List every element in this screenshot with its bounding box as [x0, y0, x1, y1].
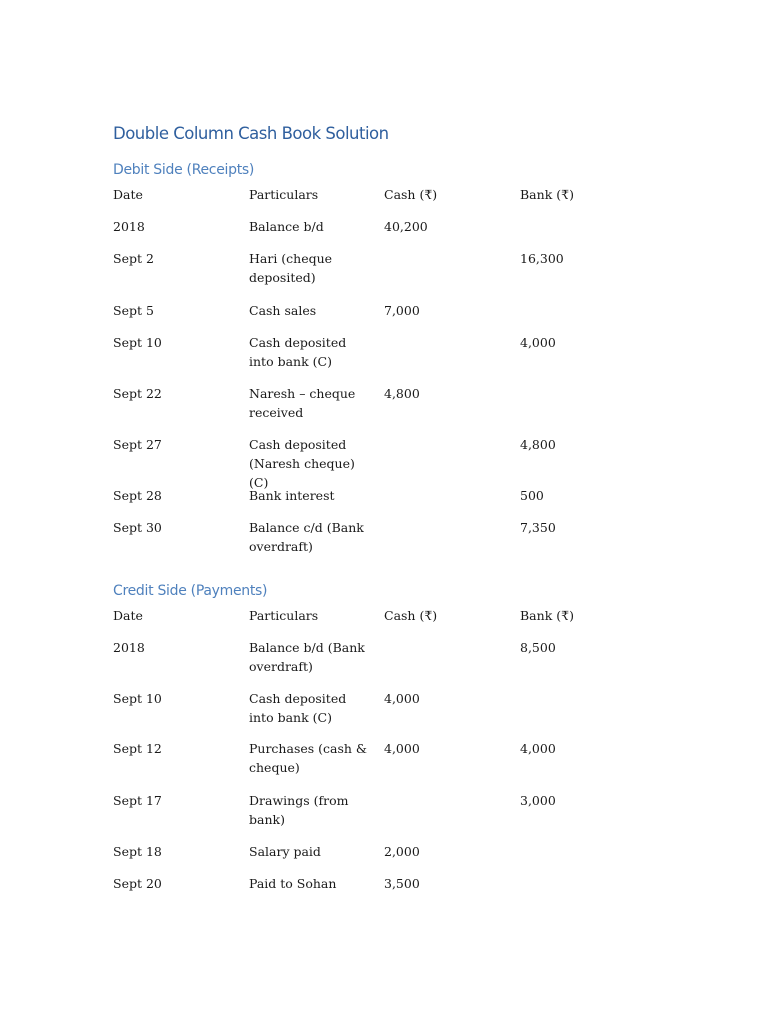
- date-cell: Sept 10: [113, 335, 162, 350]
- date-cell: Sept 5: [113, 303, 154, 318]
- particulars-cell: Cash sales: [249, 303, 317, 318]
- particulars-cell: Paid to Sohan: [249, 876, 337, 891]
- column-header-cash: Cash (₹): [384, 187, 438, 202]
- bank-cell: 16,300: [520, 251, 564, 266]
- column-header-particulars: Particulars: [249, 187, 319, 202]
- column-header-cash: Cash (₹): [384, 608, 438, 623]
- cash-cell: 7,000: [384, 303, 420, 318]
- particulars-cell: Cash deposited (Naresh cheque) (C): [249, 437, 355, 490]
- date-cell: Sept 28: [113, 488, 162, 503]
- particulars-cell: Balance c/d (Bank overdraft): [249, 520, 364, 554]
- debit-section-heading: Debit Side (Receipts): [113, 162, 255, 178]
- bank-cell: 4,000: [520, 335, 556, 350]
- cash-cell: 3,500: [384, 876, 420, 891]
- particulars-cell: Cash deposited into bank (C): [249, 691, 347, 725]
- column-header-particulars: Particulars: [249, 608, 319, 623]
- particulars-cell: Balance b/d (Bank overdraft): [249, 640, 365, 674]
- bank-cell: 4,800: [520, 437, 556, 452]
- date-cell: 2018: [113, 219, 145, 234]
- cash-cell: 2,000: [384, 844, 420, 859]
- cash-cell: 4,000: [384, 691, 420, 706]
- date-cell: Sept 30: [113, 520, 162, 535]
- credit-section-heading: Credit Side (Payments): [113, 583, 268, 599]
- particulars-cell: Balance b/d: [249, 219, 324, 234]
- bank-cell: 500: [520, 488, 544, 503]
- date-cell: Sept 10: [113, 691, 162, 706]
- date-cell: Sept 22: [113, 386, 162, 401]
- date-cell: Sept 20: [113, 876, 162, 891]
- date-cell: Sept 2: [113, 251, 154, 266]
- particulars-cell: Bank interest: [249, 488, 335, 503]
- column-header-bank: Bank (₹): [520, 608, 574, 623]
- particulars-cell: Cash deposited into bank (C): [249, 335, 347, 369]
- date-cell: Sept 12: [113, 741, 162, 756]
- column-header-date: Date: [113, 187, 143, 202]
- bank-cell: 8,500: [520, 640, 556, 655]
- date-cell: Sept 17: [113, 793, 162, 808]
- bank-cell: 3,000: [520, 793, 556, 808]
- particulars-cell: Drawings (from bank): [249, 793, 349, 827]
- cash-cell: 4,800: [384, 386, 420, 401]
- cash-cell: 40,200: [384, 219, 428, 234]
- bank-cell: 7,350: [520, 520, 556, 535]
- particulars-cell: Naresh – cheque received: [249, 386, 356, 420]
- column-header-date: Date: [113, 608, 143, 623]
- page-title: Double Column Cash Book Solution: [113, 124, 389, 143]
- particulars-cell: Hari (cheque deposited): [249, 251, 333, 285]
- particulars-cell: Purchases (cash & cheque): [249, 741, 368, 775]
- date-cell: Sept 18: [113, 844, 162, 859]
- column-header-bank: Bank (₹): [520, 187, 574, 202]
- cash-cell: 4,000: [384, 741, 420, 756]
- date-cell: Sept 27: [113, 437, 162, 452]
- date-cell: 2018: [113, 640, 145, 655]
- particulars-cell: Salary paid: [249, 844, 321, 859]
- bank-cell: 4,000: [520, 741, 556, 756]
